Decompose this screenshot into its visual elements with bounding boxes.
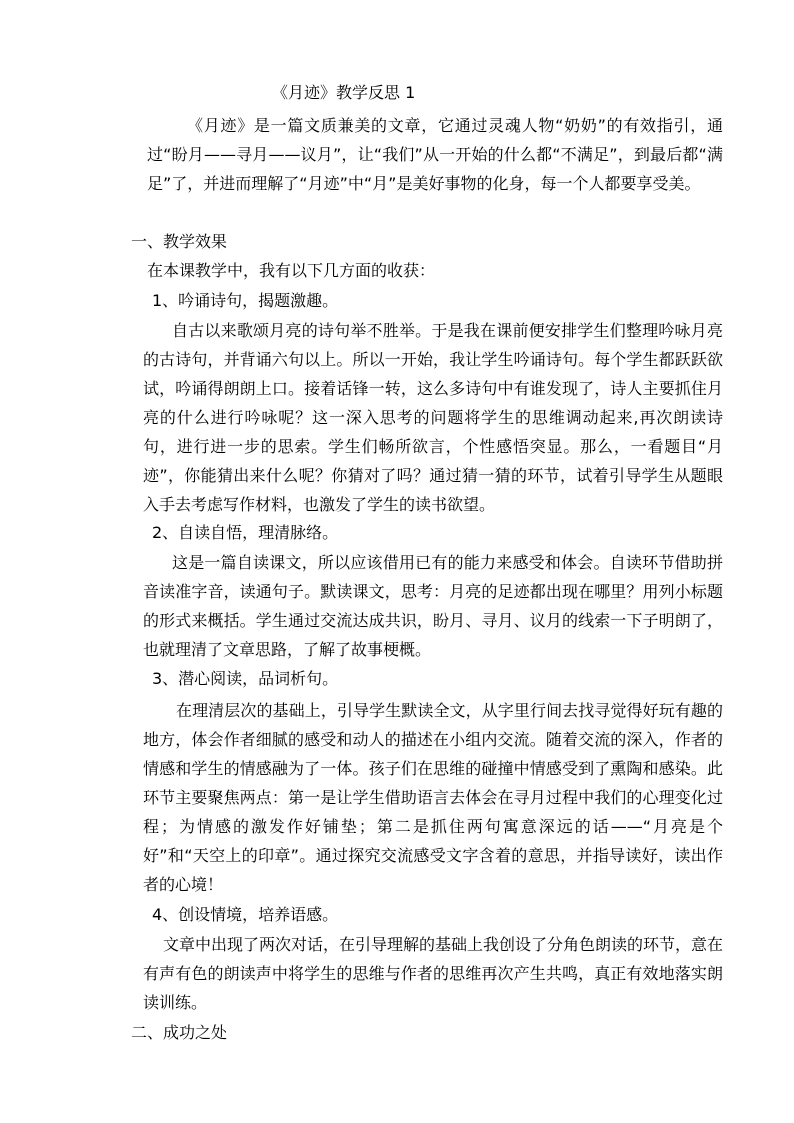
item3-body: 在理清层次的基础上，引导学生默读全文，从字里行间去找寻觉得好玩有趣的地方，体会作者细腻的感受和动人的描述在小组内交流。随着交流的深入，作者的情感和学生的情感融为了一体。孩子们在思维的碰撞中情感受到了熏陶和感染。此环节主要聚焦两点：第一是让学生借助语言去体会在寻月过程中我们的心理变化过程；为情感的激发作好铺垫；第二是抓住两句寓意深远的话——“月亮是个好”和“天空上的印章”。通过探究交流感受文字含着的意思，并指导读好，读出作者的心境！ bbox=[143, 701, 723, 894]
section1-heading: 一、教学效果 bbox=[131, 232, 228, 251]
intro-paragraph: 《月迹》是一篇文质兼美的文章，它通过灵魂人物“奶奶”的有效指引，通过“盼月——寻月——议月”，让“我们”从一开始的什么都“不满足”，到最后都“满足”了，并进而理解了“月迹”中“月”是美好事物的化身，每一个人都要享受美。 bbox=[147, 116, 723, 193]
item3-heading: 3、潜心阅读，品词析句。 bbox=[152, 669, 339, 688]
item1-body: 自古以来歌颂月亮的诗句举不胜举。于是我在课前便安排学生们整理吟咏月亮的古诗句，并背诵六句以上。所以一开始，我让学生吟诵诗句。每个学生都跃跃欲试，吟诵得朗朗上口。接着话锋一转，这么多诗句中有谁发现了，诗人主要抓住月亮的什么进行吟咏呢？这一深入思考的问题将学生的思维调动起来,再次朗读诗句，进行进一步的思索。学生们畅所欲言，个性感悟突显。那么，一看题目“月迹”，你能猜出来什么呢？你猜对了吗？通过猜一猜的环节，试着引导学生从题眼入手去考虑写作材料，也激发了学生的读书欲望。 bbox=[143, 321, 723, 514]
section2-heading: 二、成功之处 bbox=[131, 1023, 228, 1042]
item2-body: 这是一篇自读课文，所以应该借用已有的能力来感受和体会。自读环节借助拼音读准字音，读通句子。默读课文，思考：月亮的足迹都出现在哪里？用列小标题的形式来概括。学生通过交流达成共识，盼月、寻月、议月的线索一下子明朗了，也就理清了文章思路，了解了故事梗概。 bbox=[143, 553, 723, 659]
item4-heading: 4、创设情境，培养语感。 bbox=[152, 905, 339, 924]
section1-lead: 在本课教学中，我有以下几方面的收获： bbox=[147, 261, 436, 280]
item1-heading: 1、吟诵诗句，揭题激趣。 bbox=[152, 291, 339, 310]
item4-body: 文章中出现了两次对话，在引导理解的基础上我创设了分角色朗读的环节，意在有声有色的朗读声中将学生的思维与作者的思维再次产生共鸣，真正有效地落实朗读训练。 bbox=[143, 935, 724, 1012]
document-title: 《月迹》教学反思 1 bbox=[272, 83, 416, 102]
item2-heading: 2、自读自悟，理清脉络。 bbox=[152, 523, 339, 542]
